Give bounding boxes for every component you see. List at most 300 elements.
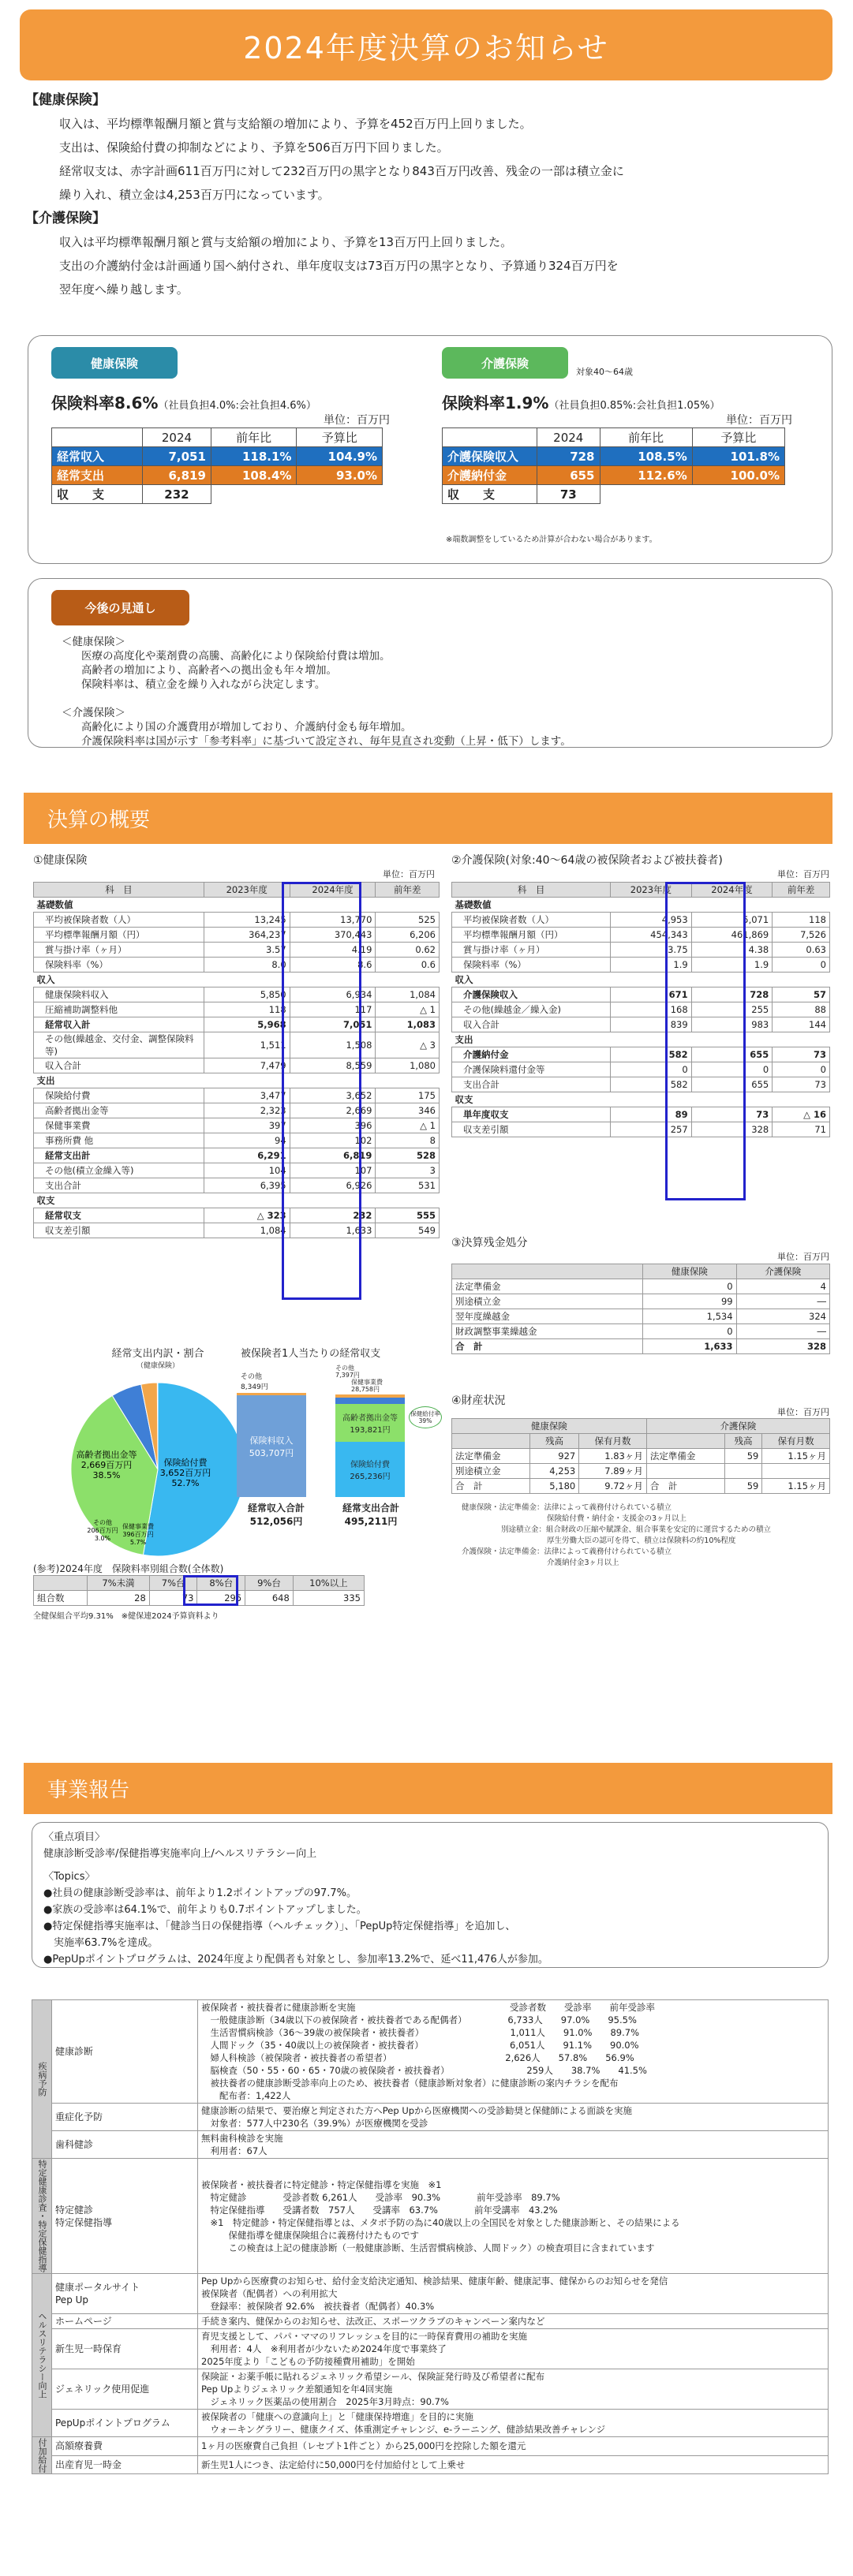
table-row (452, 958, 830, 973)
row-name: PepUpポイントプログラム (52, 2410, 198, 2437)
label: 512,056円 (249, 1516, 303, 1527)
cell: 328 (691, 1122, 773, 1137)
cell: 983 (691, 1017, 773, 1032)
cell: 8.0 (204, 958, 290, 973)
table-row (34, 973, 440, 987)
table-row (34, 1058, 440, 1073)
cell: 1.9 (611, 958, 692, 973)
cell: 1.83ヶ月 (579, 1449, 647, 1464)
cell: 組合数 (34, 1591, 88, 1606)
table-row (452, 913, 830, 928)
cell: 3,477 (204, 1088, 290, 1103)
category-label: 付加給付 (32, 2437, 52, 2474)
outlook-line: 医療の高度化や薬剤費の高騰、高齢化により保険給付費は増加。 (81, 650, 391, 663)
th: 介護保険 (646, 1419, 829, 1434)
cell: 549 (376, 1223, 440, 1238)
table-row (452, 987, 830, 1002)
cell: 2,323 (204, 1103, 290, 1118)
cell: 圧縮補助調整料他 (34, 1002, 204, 1017)
cell: 5,850 (204, 987, 290, 1002)
table-row (34, 913, 440, 928)
pie-title-text: 経常支出内訳・割合 (111, 1348, 204, 1360)
cell: 839 (611, 1017, 692, 1032)
row-line: 健康診断の結果で、要治療と判定された方へPep Upから医療機関への受診勧奨と保健師による面談を実施 (201, 2105, 633, 2116)
cell: 0 (611, 1062, 692, 1077)
label: 265,236円 (350, 1473, 391, 1481)
cell: 2,669 (290, 1103, 376, 1118)
table-row (34, 958, 440, 973)
table-row (32, 2274, 829, 2314)
cell: 7,051 (290, 1017, 376, 1032)
expense-total (331, 1501, 410, 1528)
label: 7,397円 (335, 1372, 360, 1379)
cell (297, 485, 383, 504)
cell: 328 (736, 1339, 829, 1354)
row-line: 配布者：1,422人 (201, 2090, 291, 2101)
row-line: 婦人科検診（被保険者・被扶養者の希望者） 2,626人 57.8% 56.9% (201, 2052, 634, 2063)
cell: 7,526 (773, 928, 830, 943)
cell: 高齢者拠出金等 (34, 1103, 204, 1118)
cell: 528 (376, 1148, 440, 1163)
cell: 335 (293, 1591, 364, 1606)
section-label: 支出 (455, 1034, 473, 1045)
income-total (237, 1501, 316, 1528)
outlook-line: 高齢化により国の介護費用が増加しており、介護納付金も毎年増加。 (81, 721, 412, 734)
section-label: 基礎数値 (455, 899, 492, 910)
outlook-line: 高齢者の増加により、高齢者への拠出金も年々増加。 (81, 664, 337, 677)
row-line: 人間ドック（35・40歳以上の被保険者・被扶養者） 6,051人 91.1% 90.0% (201, 2040, 639, 2051)
topic-item: ●特定保健指導実施率は、「健診当日の保健指導（ヘルチェック）」、「PepUp特定保健指導」を追加し、 (43, 1921, 516, 1932)
th: 前年差 (376, 883, 440, 898)
table-row (34, 1032, 440, 1058)
cell: 525 (376, 913, 440, 928)
th: 残高 (529, 1434, 578, 1449)
row-line: ウォーキングラリー、健康クイズ、体重測定チャレンジ、e-ラーニング、健診結果改善チャレンジ (201, 2424, 606, 2435)
cell: 介護納付金 (443, 466, 537, 485)
cell: 保険給付費 (34, 1088, 204, 1103)
table-row (452, 1279, 830, 1294)
label: 8,349円 (241, 1383, 268, 1391)
cell: 1,508 (290, 1032, 376, 1058)
pie-label: 3,652百万円 (159, 1468, 211, 1478)
label: 保険給付費 (350, 1461, 390, 1469)
topics-head: 〈Topics〉 (43, 1871, 95, 1883)
pie-label: 206百万円 (87, 1527, 118, 1534)
cell: 232 (143, 485, 211, 504)
row-name: 高額療養費 (52, 2437, 198, 2456)
row-line: 特定健診 受診者数 6,261人 受診率 90.3% 前年受診率 89.7% (201, 2191, 560, 2203)
cell: その他(積立金繰入等) (34, 1163, 204, 1178)
cell: 1,083 (376, 1017, 440, 1032)
th: 残高 (724, 1434, 762, 1449)
cell: 8.6 (290, 958, 376, 973)
care-rate-value: 保険料率1.9% (442, 394, 549, 413)
row-line: この検査は上記の健康診断（一般健康診断、生活習慣病検診、人間ドック）の検査項目に含まれています (201, 2242, 655, 2253)
health-unit: 単位：百万円 (324, 414, 390, 427)
surplus-title: ③決算残金処分 (451, 1237, 528, 1249)
row-content (198, 2369, 829, 2410)
th: 前年比 (211, 428, 297, 447)
intro-health-line: 繰り入れ、積立金は4,253百万円になっています。 (59, 188, 330, 202)
assets-unit: 単位：百万円 (777, 1407, 829, 1417)
cell (692, 485, 784, 504)
intro-health-line: 経常収支は、赤字計画611百万円に対して232百万円の黒字となり843百万円改善、残金の一部は積立金に (59, 164, 624, 178)
cell: 28 (88, 1591, 150, 1606)
th: 保有月数 (762, 1434, 830, 1449)
cell: 4,253 (529, 1464, 578, 1479)
exp-health-label (351, 1379, 383, 1393)
th: 予算比 (692, 428, 784, 447)
cell: 1,084 (376, 987, 440, 1002)
label: 経常支出合計 (342, 1503, 399, 1514)
health-key-table (51, 427, 383, 504)
cell: 0 (643, 1324, 736, 1339)
category-label: ヘルスリテラシー向上 (32, 2274, 52, 2437)
row-content (198, 2104, 829, 2131)
th (646, 1434, 724, 1449)
row-line: 被扶養者の健康診断受診率向上のため、被扶養者（健康診断対象者）に健康診断の案内チラシを配布 (201, 2078, 619, 2089)
pie-chart (59, 1371, 256, 1568)
th: 介護保険 (736, 1264, 829, 1279)
cell: 671 (611, 987, 692, 1002)
row-line: 脳検査（50・55・60・65・70歳の被保険者・被扶養者） 259人 38.7% 41.5% (201, 2065, 647, 2076)
perperson-title: 被保険者1人当たりの経常収支 (241, 1348, 381, 1360)
row-content (198, 2437, 829, 2456)
label: その他 (335, 1365, 354, 1372)
cell: 255 (691, 1002, 773, 1017)
care-fin-unit: 単位：百万円 (777, 869, 829, 879)
cell: 104 (204, 1163, 290, 1178)
table-row (34, 1002, 440, 1017)
table-row (32, 2455, 829, 2474)
cell: 0 (773, 958, 830, 973)
cell: 71 (773, 1122, 830, 1137)
care-note: ※端数調整をしているため計算が合わない場合があります。 (446, 536, 657, 544)
cell: 1,084 (204, 1223, 290, 1238)
health-rate-value: 保険料率8.6% (51, 394, 159, 413)
cell: 経常支出計 (34, 1148, 204, 1163)
cell: その他(繰越金、交付金、調整保険料等) (34, 1032, 204, 1058)
cell: 112.6% (600, 466, 692, 485)
cell: 295 (197, 1591, 245, 1606)
table-row (32, 2104, 829, 2131)
row-name: 歯科健診 (52, 2131, 198, 2159)
intro-text (25, 88, 829, 301)
cell: 118 (773, 913, 830, 928)
cell: 合 計 (646, 1479, 724, 1494)
cell: 461,869 (691, 928, 773, 943)
row-line: 生活習慣病検診（36～39歳の被保険者・被扶養者） 1,011人 91.0% 89.7% (201, 2027, 639, 2038)
row-content (198, 2455, 829, 2474)
report-table (32, 1999, 829, 2474)
section-label: 収支 (36, 1195, 55, 1206)
row-line: 保険証・お薬手帳に貼れるジェネリック希望シール、保険証発行時及び希望者に配布 (201, 2371, 545, 2382)
label: 193,821円 (350, 1426, 391, 1435)
cell: 6,291 (204, 1148, 290, 1163)
exp-other-label (335, 1365, 360, 1379)
table-row (34, 1103, 440, 1118)
pie-label: 2,669百万円 (80, 1460, 133, 1470)
income-premium-bar (237, 1395, 306, 1497)
cell: 8 (376, 1133, 440, 1148)
cell: 1.15ヶ月 (762, 1449, 830, 1464)
cell: 経常収支 (34, 1208, 204, 1223)
row-line: 手続き案内、健保からのお知らせ、法改正、スポーツクラブのキャンペーン案内など (201, 2316, 545, 2327)
section-report-title: 事業報告 (24, 1763, 832, 1814)
table-row (32, 2437, 829, 2456)
cell: 収支差引額 (34, 1223, 204, 1238)
pie-title (79, 1345, 237, 1370)
table-row (452, 1017, 830, 1032)
cell: 655 (691, 1077, 773, 1092)
cell: 収入合計 (34, 1058, 204, 1073)
table-row (32, 2314, 829, 2329)
note: 厚生労働大臣の認可を得て、積立は保険料の約10%程度 (547, 1536, 736, 1545)
table-row (32, 2159, 829, 2274)
row-content (198, 2410, 829, 2437)
cell: 232 (290, 1208, 376, 1223)
cell: 経常収入計 (34, 1017, 204, 1032)
cell: 単年度収支 (452, 1107, 611, 1122)
cell: 0.6 (376, 958, 440, 973)
th: 予算比 (297, 428, 383, 447)
section-label: 収支 (455, 1094, 473, 1105)
row-content (198, 2329, 829, 2369)
exp-benefit-bar (335, 1442, 405, 1497)
cell: △ 323 (204, 1208, 290, 1223)
cell: 6,926 (290, 1178, 376, 1193)
th: 10%以上 (293, 1576, 364, 1591)
table-row (34, 1017, 440, 1032)
row-name: ジェネリック使用促進 (52, 2369, 198, 2410)
cell: 118 (204, 1002, 290, 1017)
row-content (198, 2314, 829, 2329)
intro-care-line: 支出の介護納付金は計画通り国へ納付され、単年度収支は73百万円の黒字となり、予算通り324百万円を (59, 259, 619, 273)
table-row (452, 1294, 830, 1309)
section-label: 収入 (455, 974, 473, 985)
outlook-text (62, 635, 571, 749)
exp-pct-badge (409, 1406, 442, 1428)
cell: 支出合計 (452, 1077, 611, 1092)
cell: 102 (290, 1133, 376, 1148)
cell: 555 (376, 1208, 440, 1223)
th (452, 1434, 530, 1449)
cell: 3.57 (204, 943, 290, 958)
cell: 73 (773, 1077, 830, 1092)
cell: 117 (290, 1002, 376, 1017)
cell: 655 (537, 466, 600, 485)
row-line: 一般健康診断（34歳以下の被保険者・被扶養者である配偶者） 6,733人 97.0% 95.5% (201, 2014, 637, 2025)
cell: 364,237 (204, 928, 290, 943)
table-row (452, 1032, 830, 1047)
intro-health-line: 支出は、保険給付費の抑制などにより、予算を506百万円下回りました。 (59, 140, 449, 155)
cell: 別途積立金 (452, 1294, 643, 1309)
note: 健康保険・法定準備金：法律によって義務付けられている積立 (462, 1503, 672, 1512)
cell: 7,479 (204, 1058, 290, 1073)
intro-care-line: 翌年度へ繰り越します。 (59, 282, 189, 297)
exp-elder-bar (335, 1404, 405, 1442)
care-fin-title: ②介護保険(対象:40～64歳の被保険者および被扶養者) (451, 854, 723, 867)
table-row (452, 1047, 830, 1062)
cell: 健康保険料収入 (34, 987, 204, 1002)
intro-care-heading: 【介護保険】 (25, 211, 106, 226)
table-row (452, 898, 830, 913)
cell: 保険料率（%） (452, 958, 611, 973)
cell: 法定準備金 (452, 1279, 643, 1294)
surplus-table (451, 1264, 830, 1354)
table-row (452, 1092, 830, 1107)
cell: 582 (611, 1047, 692, 1062)
row-line: 育児支援として、パパ・ママのリフレッシュを目的に一時保育費用の補助を実施 (201, 2331, 527, 2342)
cell: 108.4% (211, 466, 297, 485)
pie-label: 52.7% (171, 1478, 200, 1488)
cell: 保健事業費 (34, 1118, 204, 1133)
outlook-tag: 今後の見通し (51, 590, 189, 625)
pie-subtitle: （健康保険） (136, 1362, 179, 1370)
cell: 6,819 (143, 466, 211, 485)
topics-box (32, 1822, 829, 1968)
table-row (452, 943, 830, 958)
row-line: 新生児1人につき、法定給付に50,000円を付加給付として上乗せ (201, 2458, 466, 2470)
pie-label: 保険給付費 (163, 1458, 208, 1468)
table-row (34, 1118, 440, 1133)
th: 7%未満 (88, 1576, 150, 1591)
cell: ― (736, 1294, 829, 1309)
topic-item: ●PepUpポイントプログラムは、2024年度より配偶者も対象とし、参加率13.2%で、延べ11,476人が参加。 (43, 1954, 548, 1966)
cell: 100.0% (692, 466, 784, 485)
cell: 収入合計 (452, 1017, 611, 1032)
table-row (452, 1479, 830, 1494)
outlook-line: ＜健康保険＞ (62, 636, 125, 648)
cell: 1,633 (643, 1339, 736, 1354)
cell: 介護納付金 (452, 1047, 611, 1062)
row-line: 2025年度より「こどもの予防接種費用補助」を開始 (201, 2356, 415, 2367)
cell: 108.5% (600, 447, 692, 466)
row-line: 被保険者・被扶養者に健康診断を実施 受診者数 受診率 前年受診率 (201, 2002, 655, 2013)
th: 健康保険 (643, 1264, 736, 1279)
cell: 107 (290, 1163, 376, 1178)
section-label: 収入 (36, 974, 55, 985)
row-line: 被保険者の「健康への意識向上」と「健康保持増進」を目的に実施 (201, 2411, 473, 2422)
cell (646, 1464, 724, 1479)
cell: 7.89ヶ月 (579, 1464, 647, 1479)
row-line: 被保険者・被扶養者に特定健診・特定保健指導を実施 ※1 (201, 2178, 442, 2190)
cell: 99 (643, 1294, 736, 1309)
cell: 平均標準報酬月額（円） (34, 928, 204, 943)
cell: 5,180 (529, 1479, 578, 1494)
cell: 101.8% (692, 447, 784, 466)
cell: △ 1 (376, 1118, 440, 1133)
care-2024-frame (665, 882, 746, 1200)
pie-label: 38.5% (92, 1470, 121, 1480)
cell: 1.15ヶ月 (762, 1479, 830, 1494)
row-name: 新生児一時保育 (52, 2329, 198, 2369)
care-rate-note: （社員負担0.85%:会社負担1.05%） (548, 400, 720, 412)
health-fin-unit: 単位：百万円 (383, 869, 435, 879)
surplus-unit: 単位：百万円 (777, 1252, 829, 1262)
care-unit: 単位：百万円 (726, 414, 792, 427)
table-row (452, 1309, 830, 1324)
table-row (452, 928, 830, 943)
table-row (452, 1324, 830, 1339)
table-row (452, 1077, 830, 1092)
care-fin-table (451, 882, 830, 1137)
label: 保険料収入 (249, 1435, 294, 1446)
pie-label: 5.7% (129, 1539, 147, 1546)
cell: 7,051 (143, 447, 211, 466)
row-content (198, 2274, 829, 2314)
cell: 0.62 (376, 943, 440, 958)
intro-health-line: 収入は、平均標準報酬月額と賞与支給額の増加により、予算を452百万円上回りました。 (59, 117, 532, 131)
row-line: 被保険者（配偶者）への利用拡大 (201, 2288, 338, 2299)
health-rate (51, 390, 316, 413)
cell: 454,343 (611, 928, 692, 943)
topic-item: 実施率63.7%を達成。 (43, 1937, 159, 1949)
cell: 平均被保険者数（人） (34, 913, 204, 928)
cell: 法定準備金 (452, 1449, 530, 1464)
th: 科 目 (452, 883, 611, 898)
th: 健康保険 (452, 1419, 647, 1434)
th (452, 1264, 643, 1279)
cell: 168 (611, 1002, 692, 1017)
pie-label: 396百万円 (122, 1531, 154, 1538)
cell: 396 (290, 1118, 376, 1133)
cell: 73 (773, 1047, 830, 1062)
cell: 5,071 (691, 913, 773, 928)
cell: 370,443 (290, 928, 376, 943)
th (443, 428, 537, 447)
table-row (452, 1449, 830, 1464)
table-row (34, 928, 440, 943)
cell: 介護保険収入 (452, 987, 611, 1002)
cell: 財政調整事業繰越金 (452, 1324, 643, 1339)
cell: 93.0% (297, 466, 383, 485)
row-name: 健康ポータルサイト Pep Up (52, 2274, 198, 2314)
th: 2023年度 (204, 883, 290, 898)
cell: 1,534 (643, 1309, 736, 1324)
row-content (198, 2131, 829, 2159)
cell: 介護保険料還付金等 (452, 1062, 611, 1077)
cell: 118.1% (211, 447, 297, 466)
cell: 144 (773, 1017, 830, 1032)
outlook-line: 介護保険料率は国が示す「参考料率」に基づいて設定され、毎年見直され変動（上昇・低下）します。 (81, 735, 571, 748)
table-row (34, 987, 440, 1002)
table-row (452, 1002, 830, 1017)
table-row (32, 2369, 829, 2410)
table-row (452, 1107, 830, 1122)
cell: 支出合計 (34, 1178, 204, 1193)
pie-label: 3.0% (94, 1535, 111, 1542)
row-line: ※1 特定健診・特定保健指導とは、メタボ予防の為に40歳以上の全国民を対象とした健康診断と、その結果による (201, 2216, 680, 2228)
th: 7%台 (149, 1576, 197, 1591)
cell: 1,633 (290, 1223, 376, 1238)
cell: 6,819 (290, 1148, 376, 1163)
cell: 合 計 (452, 1339, 643, 1354)
outlook-line: 保険料率は、積立金を繰り入れながら決定します。 (81, 678, 326, 691)
cell (724, 1464, 762, 1479)
topic-item: ●社員の健康診断受診率は、前年より1.2ポイントアップの97.7%。 (43, 1887, 357, 1899)
row-name: 重症化予防 (52, 2104, 198, 2131)
cell: 平均被保険者数（人） (452, 913, 611, 928)
label: 経常収入合計 (247, 1503, 305, 1514)
cell: 別途積立金 (452, 1464, 530, 1479)
cell: 経常支出 (52, 466, 143, 485)
cell: 1,511 (204, 1032, 290, 1058)
assets-table (451, 1418, 830, 1494)
pie-label: その他 (93, 1519, 112, 1526)
cell: 89 (611, 1107, 692, 1122)
row-line: Pep Upよりジェネリック差額通知を年4回実施 (201, 2384, 393, 2395)
